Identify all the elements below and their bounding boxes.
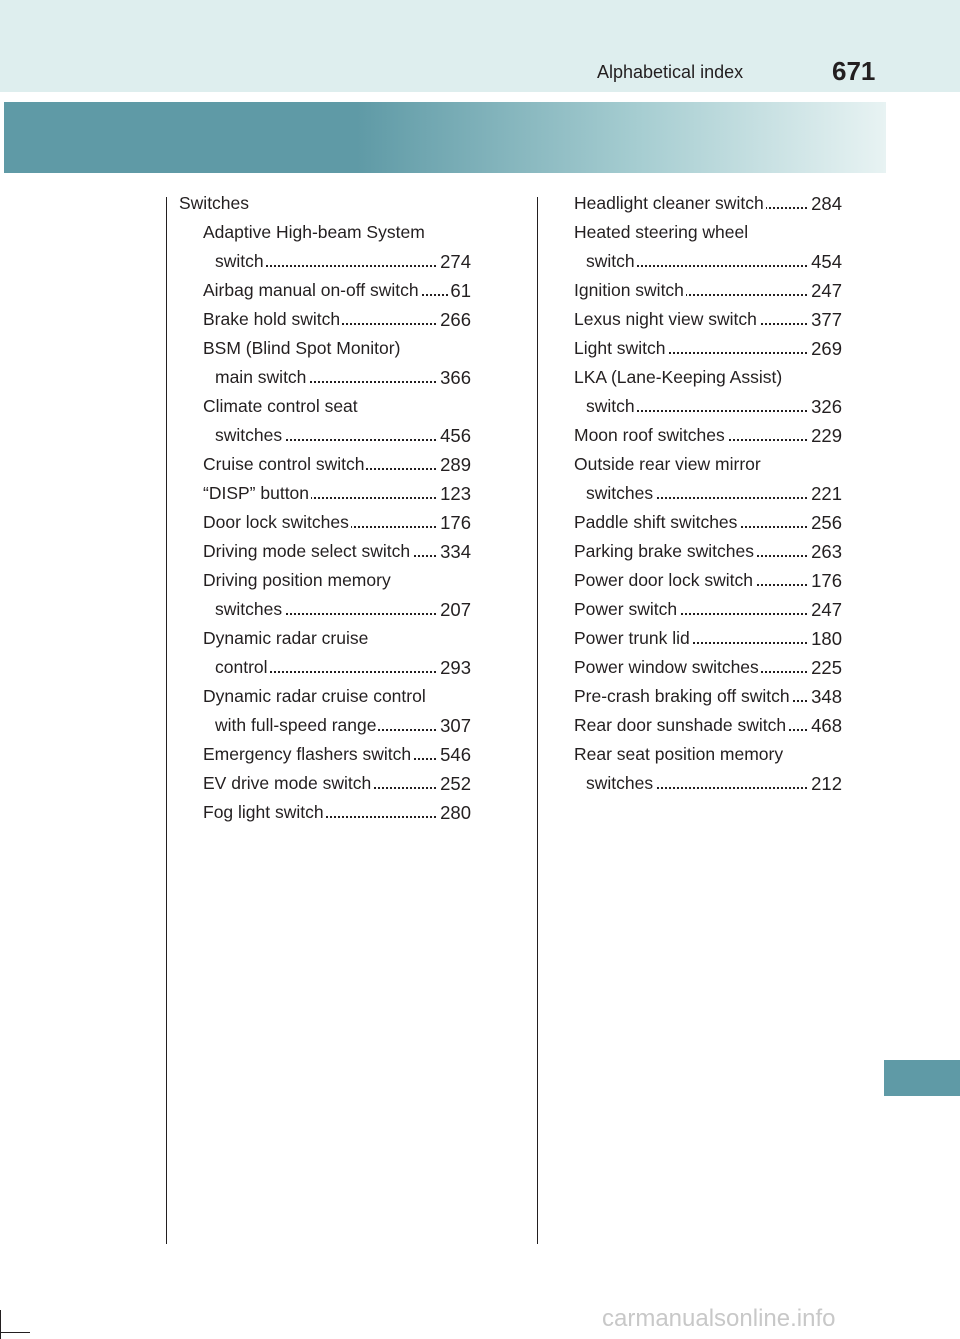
crop-mark [0, 1332, 30, 1333]
index-entry-line [574, 305, 842, 334]
crop-mark [0, 1310, 1, 1339]
entry-label: main switch [215, 363, 308, 392]
index-entry [574, 682, 842, 711]
decorative-band [4, 102, 886, 173]
entry-page-number[interactable]: 263 [809, 537, 842, 566]
entry-label: switches [586, 479, 655, 508]
entry-label: Cruise control switch [203, 450, 366, 479]
entry-label: Power door lock switch [574, 566, 755, 595]
entry-label: Dynamic radar cruise [203, 624, 370, 653]
index-entry-line [215, 595, 471, 624]
index-entry-first-line [203, 334, 471, 363]
index-entry-line [215, 421, 471, 450]
index-entry-line [586, 479, 842, 508]
entry-label: BSM (Blind Spot Monitor) [203, 334, 402, 363]
index-entry-line [203, 305, 471, 334]
entry-page-number[interactable]: 180 [809, 624, 842, 653]
index-entry [203, 450, 471, 479]
entry-label: EV drive mode switch [203, 769, 373, 798]
entry-label: Emergency flashers switch [203, 740, 413, 769]
index-entry [203, 798, 471, 827]
entry-label: Rear seat position memory [574, 740, 785, 769]
index-entry [203, 769, 471, 798]
index-entry-line [203, 276, 471, 305]
index-entry-line [574, 595, 842, 624]
index-entry [574, 537, 842, 566]
index-entry-line [203, 798, 471, 827]
index-entry-line [574, 189, 842, 218]
index-entry [203, 624, 471, 682]
index-entry-line [574, 421, 842, 450]
entry-page-number[interactable]: 326 [809, 392, 842, 421]
entry-label: LKA (Lane-Keeping Assist) [574, 363, 784, 392]
index-entry [203, 334, 471, 392]
right-entries [574, 189, 842, 798]
index-entry-line [574, 566, 842, 595]
entry-page-number[interactable]: 284 [809, 189, 842, 218]
entry-label: switch [586, 392, 637, 421]
index-entry-line [203, 508, 471, 537]
index-entry [203, 682, 471, 740]
entry-label: Parking brake switches [574, 537, 756, 566]
entry-label: Power trunk lid [574, 624, 692, 653]
entry-label: Light switch [574, 334, 667, 363]
index-entry-line [574, 653, 842, 682]
entry-label: switches [215, 421, 284, 450]
index-entry [574, 189, 842, 218]
page-number: 671 [832, 56, 876, 86]
index-entry-line [574, 711, 842, 740]
index-entry [574, 508, 842, 537]
entry-label: Climate control seat [203, 392, 360, 421]
index-entry [574, 711, 842, 740]
entry-label: Moon roof switches [574, 421, 727, 450]
index-entry-first-line [203, 392, 471, 421]
index-entry [574, 334, 842, 363]
entry-page-number[interactable]: 176 [438, 508, 471, 537]
left-entries [203, 218, 471, 827]
entry-label: Heated steering wheel [574, 218, 750, 247]
index-entry [203, 740, 471, 769]
index-entry [203, 537, 471, 566]
entry-page-number[interactable]: 221 [809, 479, 842, 508]
index-entry-line [203, 740, 471, 769]
entry-label: Adaptive High-beam System [203, 218, 427, 247]
index-entry [203, 566, 471, 624]
entry-label: Lexus night view switch [574, 305, 759, 334]
index-entry-line [203, 769, 471, 798]
index-entry [203, 276, 471, 305]
index-entry [574, 450, 842, 508]
entry-page-number[interactable]: 247 [809, 595, 842, 624]
entry-page-number[interactable]: 307 [438, 711, 471, 740]
entry-page-number[interactable]: 225 [809, 653, 842, 682]
entry-page-number[interactable]: 269 [809, 334, 842, 363]
entry-label: Pre-crash braking off switch [574, 682, 792, 711]
index-entry-first-line [203, 566, 471, 595]
index-entry [574, 566, 842, 595]
entry-page-number[interactable]: 256 [809, 508, 842, 537]
entry-page-number[interactable]: 293 [438, 653, 471, 682]
index-entry-line [574, 276, 842, 305]
entry-label: switches [586, 769, 655, 798]
entry-page-number[interactable]: 266 [438, 305, 471, 334]
index-entry-first-line [574, 363, 842, 392]
index-entry-first-line [574, 218, 842, 247]
entry-label: switches [215, 595, 284, 624]
entry-label: Power window switches [574, 653, 761, 682]
entry-page-number[interactable]: 334 [438, 537, 471, 566]
entry-label: control [215, 653, 270, 682]
entry-page-number[interactable]: 207 [438, 595, 471, 624]
entry-page-number[interactable]: 348 [809, 682, 842, 711]
entry-label: Paddle shift switches [574, 508, 739, 537]
index-entry-first-line [574, 450, 842, 479]
entry-page-number[interactable]: 212 [809, 769, 842, 798]
index-entry [203, 479, 471, 508]
index-entry-line [215, 653, 471, 682]
entry-page-number[interactable]: 289 [438, 450, 471, 479]
header-band [0, 0, 960, 92]
index-entry [574, 305, 842, 334]
index-entry-first-line [203, 624, 471, 653]
entry-label: Ignition switch [574, 276, 686, 305]
index-entry-line [215, 363, 471, 392]
index-entry [574, 595, 842, 624]
index-entry-first-line [203, 218, 471, 247]
entry-label: switch [586, 247, 637, 276]
watermark: carmanualsonline.info [602, 1305, 836, 1332]
entry-label: with full-speed range [215, 711, 378, 740]
index-entry-line [215, 711, 471, 740]
entry-page-number[interactable]: 456 [438, 421, 471, 450]
index-entry [203, 392, 471, 450]
entry-page-number[interactable]: 274 [438, 247, 471, 276]
column-divider [537, 197, 538, 1244]
entry-label: Fog light switch [203, 798, 326, 827]
entry-label: Rear door sunshade switch [574, 711, 788, 740]
entry-page-number[interactable]: 61 [448, 276, 471, 305]
section-tab [884, 1060, 960, 1096]
entry-label: Outside rear view mirror [574, 450, 763, 479]
entry-label: Power switch [574, 595, 679, 624]
index-entry-line [574, 624, 842, 653]
index-entry [574, 653, 842, 682]
entry-page-number[interactable]: 546 [438, 740, 471, 769]
header-title: Alphabetical index [597, 62, 744, 82]
entry-label: Brake hold switch [203, 305, 342, 334]
index-entry-line [574, 682, 842, 711]
entry-label: Door lock switches [203, 508, 351, 537]
index-entry [574, 740, 842, 798]
index-entry [203, 305, 471, 334]
column-divider [166, 197, 167, 1244]
right-column [574, 189, 842, 798]
entry-page-number[interactable]: 247 [809, 276, 842, 305]
entry-label: “DISP” button [203, 479, 311, 508]
index-entry [574, 218, 842, 276]
entry-label: Dynamic radar cruise control [203, 682, 428, 711]
entry-page-number[interactable]: 377 [809, 305, 842, 334]
left-column [179, 189, 471, 827]
entry-label: Driving mode select switch [203, 537, 412, 566]
index-entry-line [574, 508, 842, 537]
entry-page-number[interactable]: 468 [809, 711, 842, 740]
index-entry-line [586, 392, 842, 421]
entry-page-number[interactable]: 454 [809, 247, 842, 276]
index-entry [574, 421, 842, 450]
entry-page-number[interactable]: 123 [438, 479, 471, 508]
index-entry-line [586, 769, 842, 798]
entry-label: Airbag manual on-off switch [203, 276, 421, 305]
index-heading: Switches [179, 193, 250, 213]
index-entry-line [203, 537, 471, 566]
entry-label: Headlight cleaner switch [574, 189, 766, 218]
index-entry [203, 218, 471, 276]
index-entry-line [203, 479, 471, 508]
index-entry-line [574, 334, 842, 363]
index-entry-first-line [203, 682, 471, 711]
index-entry-line [574, 537, 842, 566]
index-entry-first-line [574, 740, 842, 769]
index-entry [203, 508, 471, 537]
index-entry [574, 624, 842, 653]
index-entry [574, 363, 842, 421]
index-entry-line [203, 450, 471, 479]
entry-page-number[interactable]: 252 [438, 769, 471, 798]
entry-page-number[interactable]: 229 [809, 421, 842, 450]
entry-page-number[interactable]: 176 [809, 566, 842, 595]
index-entry-line [586, 247, 842, 276]
entry-page-number[interactable]: 366 [438, 363, 471, 392]
index-entry [574, 276, 842, 305]
entry-label: Driving position memory [203, 566, 393, 595]
entry-page-number[interactable]: 280 [438, 798, 471, 827]
index-entry-line [215, 247, 471, 276]
entry-label: switch [215, 247, 266, 276]
